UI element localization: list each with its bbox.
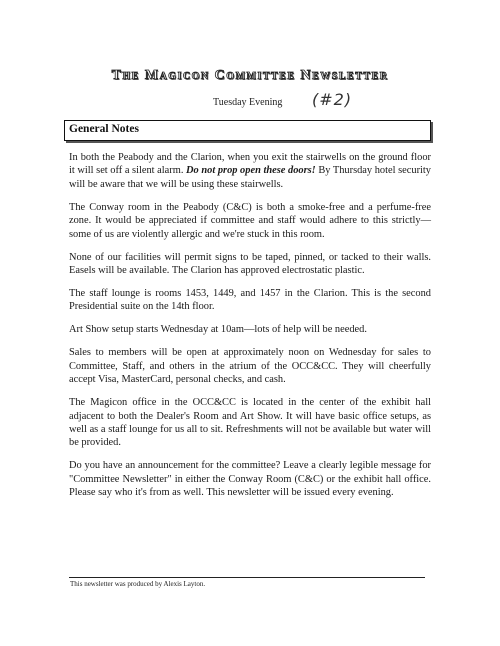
paragraph-stairwell-alarm: [69, 151, 431, 191]
paragraph-art-show: Art Show setup starts Wednesday at 10am—lots of help will be needed.: [69, 324, 367, 336]
footer-credit: This newsletter was produced by Alexis Layton.: [70, 580, 206, 588]
section-heading: General Notes: [69, 123, 139, 135]
paragraph-signs: None of our facilities will permit signs to be taped, pinned, or tacked to their walls. Easels will be available. The Clarion has approved electrostatic plastic.: [69, 251, 431, 277]
paragraph-office: The Magicon office in the OCC&CC is located in the center of the exhibit hall adjacent to both the Dealer's Room and Art Show. It will have basic office setups, as well as a staff lounge for us all to sit. Refreshments will not be available but water will be provided.: [69, 397, 431, 449]
newsletter-subtitle: Tuesday Evening: [213, 97, 283, 108]
paragraph-staff-lounge: The staff lounge is rooms 1453, 1449, and 1457 in the Clarion. This is the second Presidential suite on the 14th floor.: [69, 288, 431, 313]
paragraph-sales: Sales to members will be open at approximately noon on Wednesday for sales to Committee, Staff, and others in the atrium of the OCC&CC. They will cheerfully accept Visa, MasterCard, personal checks, and cash.: [69, 347, 431, 386]
paragraph-smoke-free: The Conway room in the Peabody (C&C) is both a smoke-free and a perfume-free zone. It would be appreciated if committee and staff would adhere to this strictly—some of us are violently allergic and we're stuck in this room.: [69, 201, 431, 240]
newsletter-title: The Magicon Committee Newsletter: [111, 68, 389, 83]
section-header-box: [64, 120, 431, 141]
paragraph-announcements: Do you have an announcement for the committee? Leave a clearly legible message for "Committee Newsletter" in either the Conway Room (C&C) or the exhibit hall office. Please say who it's from as well. This newsletter will be issued every evening.: [69, 460, 431, 499]
newsletter-body: [69, 151, 431, 509]
paragraph-text: By Thursday hotel security will be aware that we will be using these stairwells.: [69, 165, 432, 190]
emphasis-warning: Do not prop open these doors!: [186, 165, 316, 177]
footer-divider: [69, 577, 425, 578]
handwritten-issue-number: (#2): [312, 90, 353, 109]
paragraph-text: In both the Peabody and the Clarion, when you exit the stairwells on the ground floor it will set off a silent alarm.: [69, 152, 431, 177]
